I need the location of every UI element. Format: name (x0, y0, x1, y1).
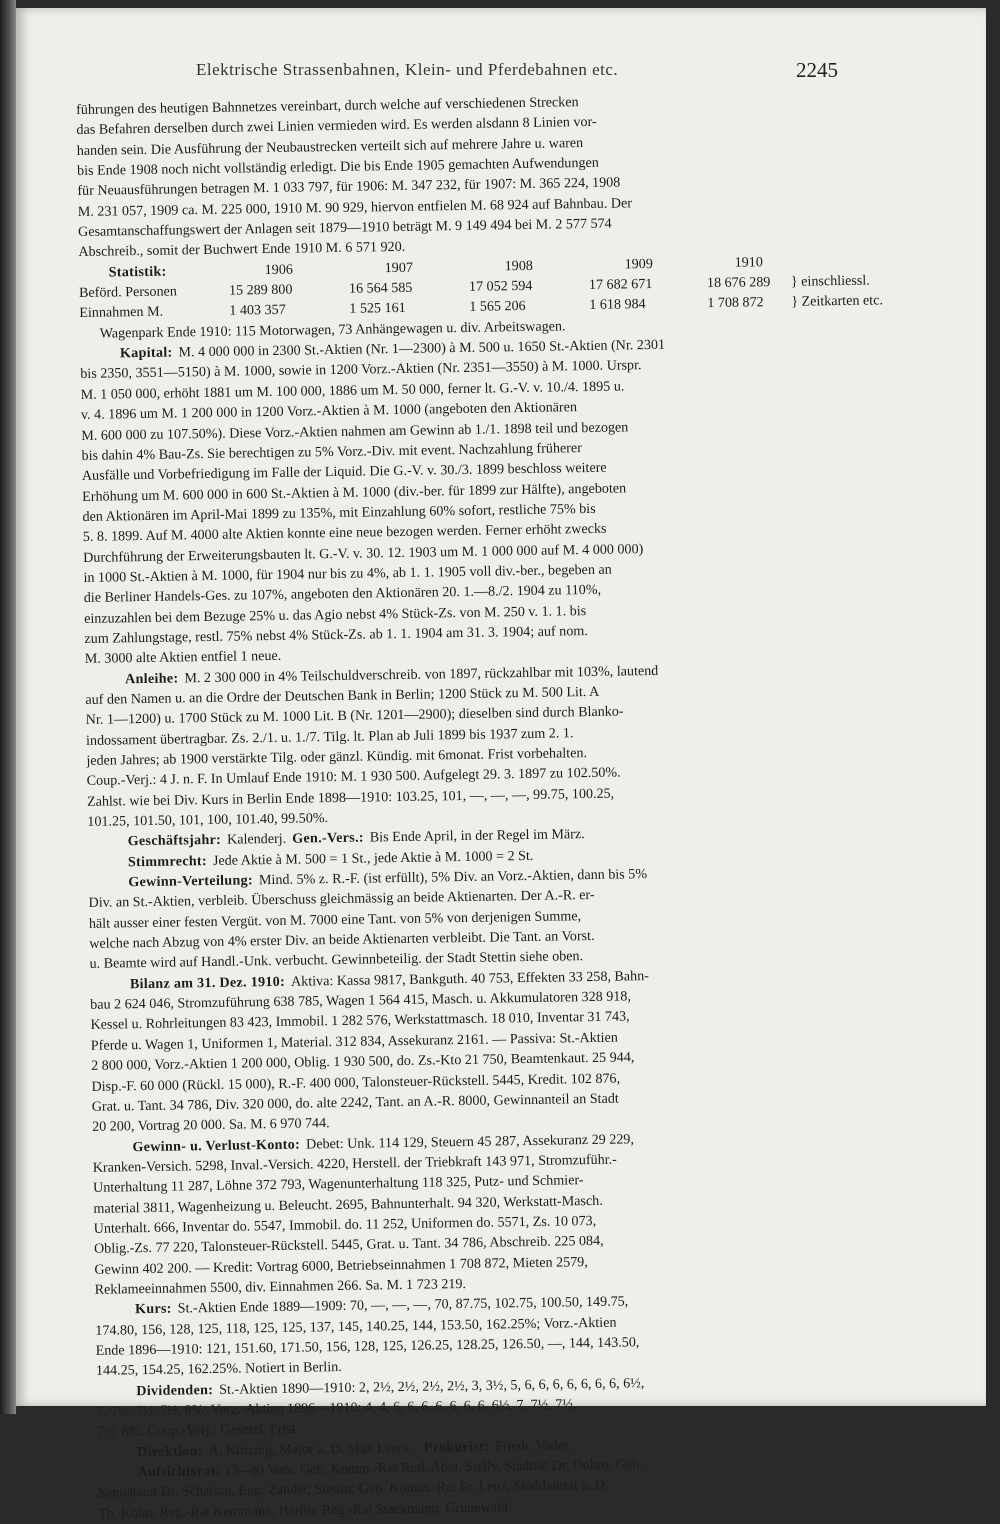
text-line: M. 2 300 000 in 4% Teilschuldverschreib. von 1897, rückzahlbar mit 103%, lautend (184, 662, 659, 686)
text-line: Kessel u. Rohrleitungen 83 423, Immobil. 1 282 576, Werkstattmasch. 18 010, Inventar 31 743, (90, 1008, 630, 1034)
text-line: indossament übertragbar. Zs. 2./1. u. 1./7. Tilg. lt. Plan ab Juli 1899 bis 1937 zum 2. 1. (85, 724, 574, 749)
text-value: Jede Aktie à M. 500 = 1 St., jede Aktie à M. 1000 = 2 St. (212, 847, 534, 869)
section-label: Gewinn-Verteilung: (128, 872, 254, 891)
year-header: 1909 (624, 255, 653, 273)
page-body (76, 87, 908, 1524)
text-line: M. 3000 alte Aktien entfiel 1 neue. (84, 648, 282, 668)
text-line: 7½, 8%. Coup.-Verj.: Gesetzl. Frist. (96, 1421, 300, 1441)
text-line: Zahlst. wie bei Div. Kurs in Berlin Ende 1898—1910: 103.25, 101, —, —, —, 99.75, 100.25, (86, 785, 615, 810)
text-line: zum Zahlungstage, restl. 75% nebst 4% Stück-Zs. ab 1. 1. 1904 am 31. 3. 1904; auf nom. (84, 622, 588, 647)
text-line: Durchführung der Erweiterungsbauten lt. G.-V. v. 30. 12. 1903 um M. 1 000 000 auf M. 4 000 000) (83, 540, 644, 566)
book-page (16, 8, 986, 1522)
section-label: Statistik: (108, 263, 167, 281)
text-line: hält ausser einer festen Vergüt. von M. 7000 eine Tant. von 5% von derjenigen Summe, (88, 907, 582, 932)
table-cell: 1 708 872 (707, 294, 764, 312)
table-cell: 18 676 289 (706, 274, 771, 292)
section-label: Anleihe: (124, 670, 179, 687)
table-cell: 1 565 206 (469, 298, 526, 316)
section-label: Gen.-Vers.: (292, 829, 364, 848)
text-line: v. 4. 1896 um M. 1 200 000 in 1200 Vorz.-Aktien à M. 1000 (angeboten den Aktionären (80, 399, 578, 424)
book-spine-shadow (0, 0, 16, 1414)
text-line: St.-Aktien 1890—1910: 2, 2½, 2½, 2½, 2½, 3, 3½, 5, 6, 6, 6, 6, 6, 6, 6, 6½, (219, 1374, 645, 1398)
text-line: bis dahin 4% Bau-Zs. Sie berechtigen zu 5% Vorz.-Div. mit event. Nachzahlung früherer (81, 439, 582, 464)
text-line: Mind. 5% z. R.-F. (ist erfüllt), 5% Div. an Vorz.-Aktien, dann bis 5% (258, 866, 648, 889)
text-line: 101.25, 101.50, 101, 100, 101.40, 99.50%. (87, 810, 329, 830)
section-label: Prokurist: (423, 1438, 490, 1456)
text-line: M. 1 050 000, erhöht 1881 um M. 100 000, 1886 um M. 50 000, ferner lt. G.-V. v. 10./4. 1895 u. (80, 378, 625, 403)
text-value: Kalenderj. (226, 831, 287, 849)
text-line: Nr. 1—1200) u. 1700 Stück zu M. 1000 Lit. B (Nr. 1201—2900); dieselben sind durch Blanko- (85, 703, 624, 729)
text-line: Debet: Unk. 114 129, Steuern 45 287, Assekuranz 29 229, (305, 1130, 635, 1153)
text-line: 144.25, 154.25, 162.25%. Notiert in Berlin. (95, 1359, 342, 1380)
text-line: bis Ende 1908 noch nicht vollständig erledigt. Die bis Ende 1905 gemachten Aufwendungen (76, 154, 599, 180)
text-line: einzuzahlen bei dem Bezuge 25% u. das Agio nebst 4% Stück-Zs. von M. 250 v. 1. 1. bis (84, 602, 587, 627)
section-label: Aufsichtsrat: (137, 1462, 221, 1481)
text-line: Pferde u. Wagen 1, Uniformen 1, Material. 312 834, Assekuranz 2161. — Passiva: St.-Aktien (90, 1029, 618, 1054)
wagenpark-line: Wagenpark Ende 1910: 115 Motorwagen, 73 Anhängewagen u. div. Arbeitswagen. (99, 318, 566, 342)
text-line: für Neuausführungen betragen M. 1 033 797, für 1906: M. 347 232, für 1907: M. 365 224, 1908 (77, 174, 621, 200)
table-cell: 1 618 984 (589, 296, 646, 314)
section-label: Direktion: (137, 1442, 203, 1460)
text-line: bis 2350, 3551—5150) à M. 1000, sowie in 1200 Vorz.-Aktien (Nr. 2351—3550) à M. 1000. Urspr. (80, 357, 642, 383)
text-line: Ausfälle und Vorbefriedigung im Falle der Liquid. Die G.-V. v. 30./3. 1899 beschloss weitere (81, 459, 607, 485)
bilanz-section (90, 962, 902, 1137)
text-line: welche nach Abzug von 4% erster Div. an beide Aktienarten verbleibt. Die Tant. an Vorst. (89, 928, 595, 952)
table-cell: 17 682 671 (588, 276, 653, 294)
text-line: Erhöhung um M. 600 000 in 600 St.-Aktien à M. 1000 (div.-ber. für 1899 zur Hälfte), angeboten (82, 479, 627, 505)
text-line: Abschreib., somit der Buchwert Ende 1910 M. 6 571 920. (78, 239, 406, 261)
text-line: Kranken-Versich. 5298, Inval.-Versich. 4220, Herstell. der Triebkraft 143 971, Stromzuführ.- (92, 1151, 617, 1176)
aufsichtsrat-section (97, 1450, 908, 1524)
text-line: die Berliner Handels-Ges. zu 107%, angeboten den Aktionären 20. 1.—8./2. 1904 zu 110%, (83, 582, 602, 607)
table-cell: 15 289 800 (228, 281, 293, 299)
kurs-section (95, 1287, 906, 1381)
text-line: 2 800 000, Vorz.-Aktien 1 200 000, Oblig. 1 930 500, do. Zs.-Kto 21 750, Beamtenkaut. 25 944, (91, 1049, 635, 1075)
text-line: jeden Jahres; ab 1900 verstärkte Tilg. oder gänzl. Kündig. mit 6monat. Frist vorbehalten. (86, 745, 588, 769)
text-line: Gesamtanschaffungswert der Anlagen seit 1879—1910 beträgt M. 9 149 494 bei M. 2 577 574 (77, 215, 612, 241)
text-line: Grat. u. Tant. 34 786, Div. 320 000, do. alte 2242, Tant. an A.-R. 8000, Gewinnanteil an Stadt (91, 1090, 619, 1115)
page-header (16, 58, 916, 88)
page-number: 2245 (796, 58, 838, 82)
text-line: u. Beamte wird auf Handl.-Unk. verbucht. Gewinnbeteilig. der Stadt Stettin siehe oben. (89, 948, 584, 973)
text-line: Div. an St.-Aktien, verbleib. Überschuss gleichmässig an beide Aktienarten. Der A.-R. er- (88, 887, 595, 912)
year-header: 1906 (264, 261, 294, 278)
row-note: } einschliessl. (790, 272, 870, 290)
section-label: Stimmrecht: (127, 852, 208, 870)
table-cell: 16 564 585 (348, 279, 413, 297)
text-line: in 1000 St.-Aktien à M. 1000, für 1904 nur bis zu 4%, ab 1. 1. 1905 voll div.-ber., begeben an (83, 561, 612, 586)
text-value: Bis Ende April, in der Regel im März. (369, 826, 585, 846)
text-line: Th. Köhn, Reg.-Rat Kemmann, Berlin; Reg.-Rat Stackmann, Grunewald. (98, 1499, 512, 1522)
text-line: Unterhaltung 11 287, Löhne 372 793, Wagenunterhaltung 118 325, Putz- und Schmier- (92, 1172, 584, 1197)
text-line: bau 2 624 046, Stromzuführung 638 785, Wagen 1 564 415, Masch. u. Akkumulatoren 328 918, (90, 988, 632, 1014)
text-line: 7, 7½, 7½, 7½, 8%; Vorz.-Aktien 1896—1910: 4, 4, 6, 6, 6, 6, 6, 6, 6, 6½, 7, 7½, 7½, (96, 1396, 577, 1420)
kapital-section (80, 331, 895, 669)
statistik-section (79, 250, 890, 344)
section-label: Kurs: (134, 1300, 172, 1318)
text-line: Oblig.-Zs. 77 220, Talonsteuer-Rückstell. 5445, Grat. u. Tant. 34 786, Abschreib. 225 084, (93, 1233, 604, 1258)
text-line: das Befahren derselben durch zwei Linien vermieden wird. Es werden alsdann 8 Linien vor- (76, 114, 597, 139)
text-line: führungen des heutigen Bahnnetzes vereinbart, durch welche auf verschiedenen Strecken (76, 94, 579, 118)
text-line: Aktiva: Kassa 9817, Bankguth. 40 753, Effekten 33 258, Bahn- (290, 967, 650, 990)
section-label: Kapital: (119, 344, 173, 362)
text-line: M. 4 000 000 in 2300 St.-Aktien (Nr. 1—2300) à M. 500 u. 1650 St.-Aktien (Nr. 2301 (178, 336, 666, 361)
text-line: Reklameeinnahmen 5500, div. Einnahmen 266. Sa. M. 1 723 219. (94, 1275, 467, 1298)
gewinn-verteilung-section (88, 860, 899, 974)
text-line: Disp.-F. 60 000 (Rückl. 15 000), R.-F. 400 000, Talonsteuer-Rückstell. 5445, Kredit. 102 876, (91, 1070, 621, 1095)
section-label: Geschäftsjahr: (127, 832, 222, 850)
text-line: 5. 8. 1899. Auf M. 4000 alte Aktien konnte eine neue bezogen werden. Ferner erhöht zwecks (82, 520, 607, 546)
text-line: den Aktionären im April-Mai 1899 zu 135%, mit Einzahlung 60% sofort, restliche 75% bis (82, 500, 596, 525)
text-line: M. 600 000 zu 107.50%). Diese Vorz.-Aktien nahmen am Gewinn ab 1./1. 1898 teil und bezogen (81, 418, 629, 444)
table-cell: 17 052 594 (468, 277, 533, 295)
year-header: 1910 (734, 253, 763, 271)
text-line: auf den Namen u. an die Ordre der Deutschen Bank in Berlin; 1200 Stück zu M. 500 Lit. A (85, 683, 600, 708)
section-label: Dividenden: (136, 1381, 214, 1399)
year-header: 1908 (504, 257, 533, 275)
text-line: 20 200, Vortrag 20 000. Sa. M. 6 970 744. (92, 1115, 330, 1136)
text-line: 174.80, 156, 128, 125, 118, 125, 125, 137, 145, 140.25, 144, 153.50, 162.25%; Vorz.-Aktien (95, 1314, 617, 1339)
text-line: material 3811, Wagenheizung u. Beleucht. 2695, Bahnunterhalt. 94 320, Werkstatt-Masch. (93, 1192, 603, 1217)
row-label: Beförd. Personen (78, 283, 178, 302)
guv-section (92, 1125, 904, 1300)
text-line: Unterhalt. 666, Inventar do. 5547, Immobil. do. 11 252, Uniformen do. 5571, Zs. 10 073, (93, 1212, 597, 1237)
text-line: M. 231 057, 1909 ca. M. 225 000, 1910 M. 90 929, hiervon entfielen M. 68 924 auf Bahnbau. Der (77, 194, 633, 220)
section-label: Bilanz am 31. Dez. 1910: (129, 973, 286, 993)
text-value: A. Klitzing, Major a. D. Max Leers. (208, 1439, 412, 1459)
text-line: Coup.-Verj.: 4 J. n. F. In Umlauf Ende 1910: M. 1 930 500. Aufgelegt 29. 3. 1897 zu 102.50%. (86, 764, 621, 790)
text-value: Friedr. Vader. (494, 1437, 572, 1455)
row-label: Einnahmen M. (79, 304, 164, 322)
intro-paragraph (76, 87, 888, 262)
text-line: Gewinn 402 200. — Kredit: Vortrag 6000, Betriebseinnahmen 1 708 872, Mieten 2579, (94, 1253, 588, 1278)
section-label: Gewinn- u. Verlust-Konto: (132, 1136, 301, 1155)
text-line: St.-Aktien Ende 1889—1909: 70, —, —, —, 70, 87.75, 102.75, 100.50, 149.75, (177, 1293, 629, 1317)
text-line: (3—8) Vors. Geh. Komm.-Rat Rud. Abel, Stellv. Stadtrat Dr. Dohrn, Geh. (226, 1456, 643, 1479)
year-header: 1907 (384, 259, 413, 276)
text-line: Ende 1896—1910: 121, 151.60, 171.50, 156, 128, 125, 126.25, 128.25, 126.50, —, 144, 143.50, (95, 1334, 640, 1359)
table-cell: 1 525 161 (349, 300, 406, 318)
row-note: } Zeitkarten etc. (791, 292, 884, 311)
text-line: Sanitätsrat Dr. Scharlau, Eug. Zander, Stettin; Geh. Komm.-Rat Fr. Lenz, Stadtbaurat a. D. (97, 1477, 609, 1502)
text-line: handen sein. Die Ausführung der Neubaustrecken verteilt sich auf mehrere Jahre u. waren (76, 134, 584, 159)
anleihe-section (85, 657, 897, 832)
running-head: Elektrische Strassenbahnen, Klein- und Pferdebahnen etc. (196, 60, 619, 79)
table-cell: 1 403 357 (229, 302, 286, 320)
